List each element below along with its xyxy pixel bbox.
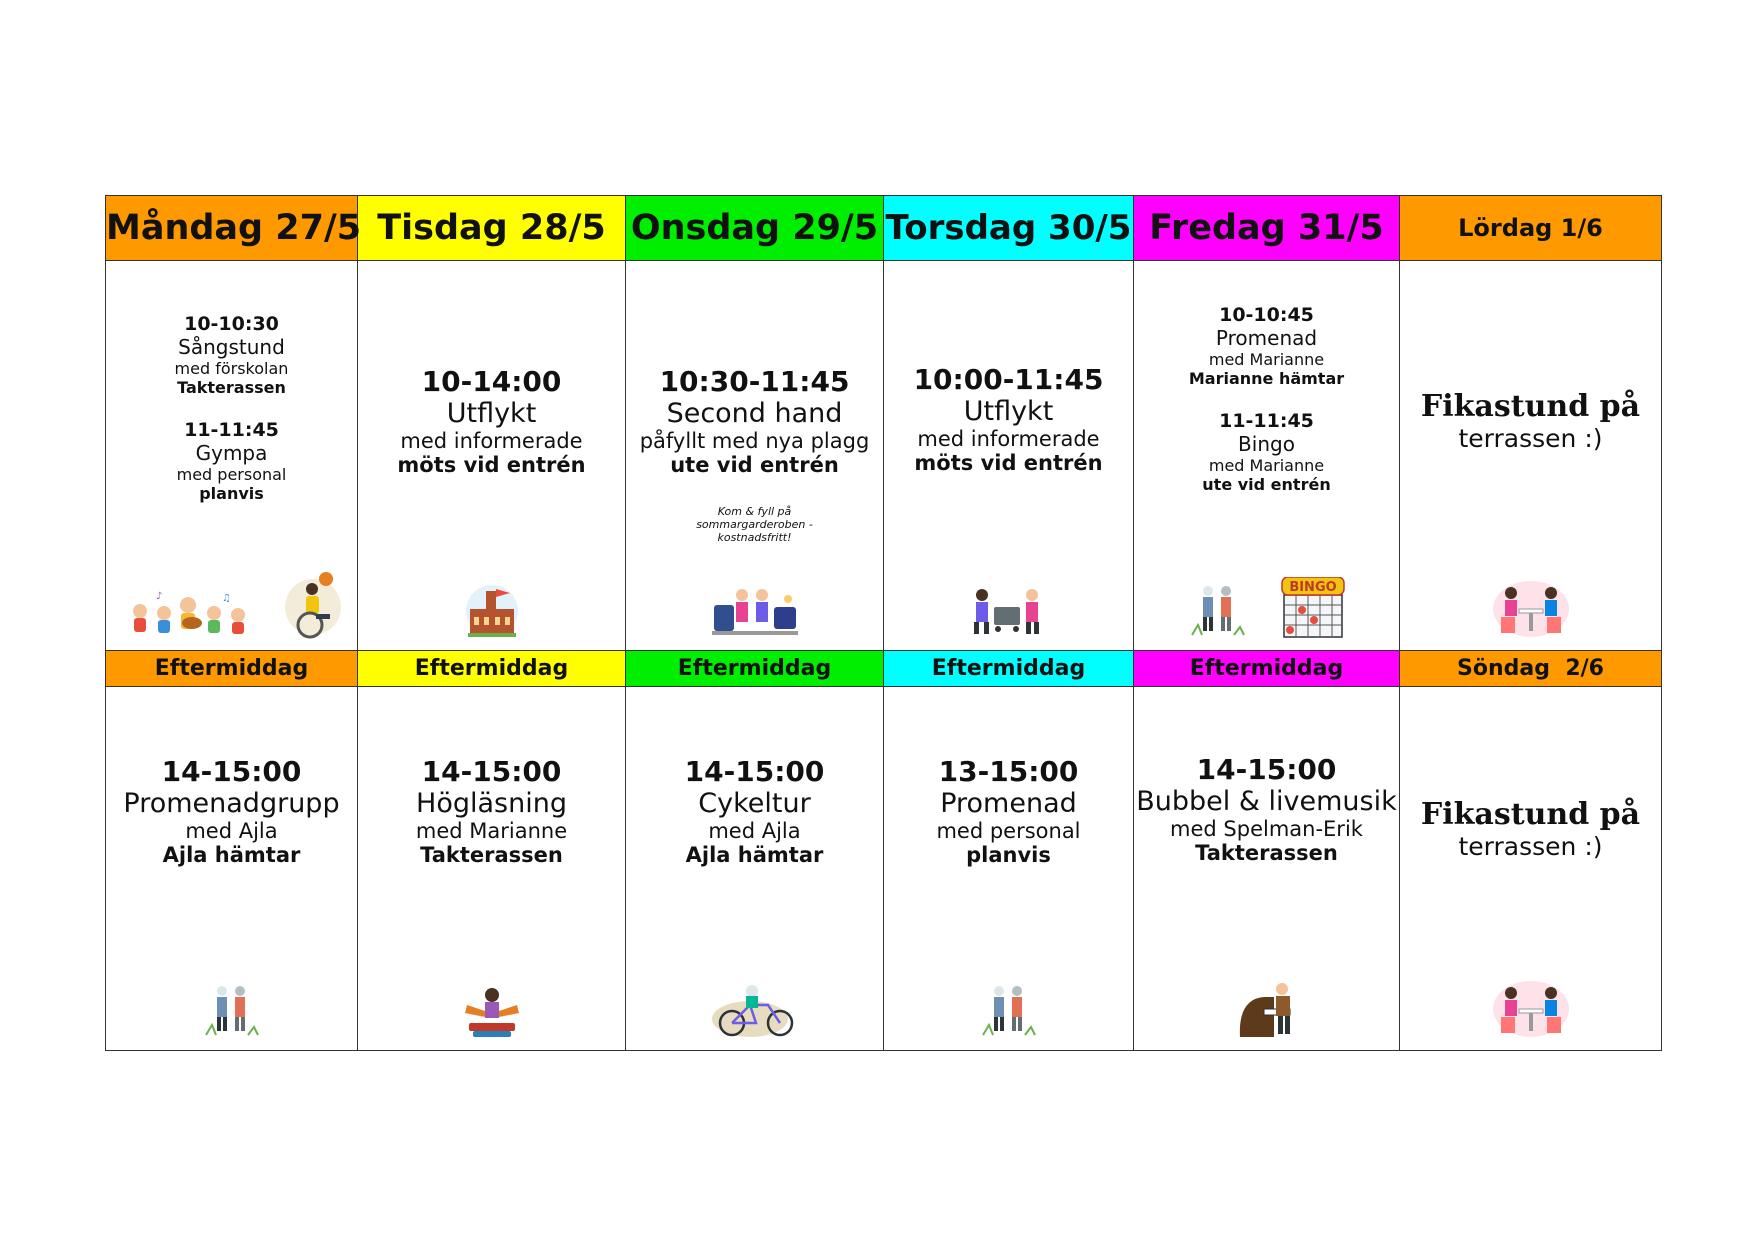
activity-host: med personal (936, 819, 1081, 844)
cell-wednesday-afternoon (626, 687, 884, 1051)
activity-time: 10:00-11:45 (913, 363, 1104, 397)
activity-host: med Ajla (185, 819, 278, 844)
activity-location: Takterassen (420, 843, 563, 868)
header-tuesday (358, 196, 626, 261)
activity-time: 14-15:00 (161, 755, 302, 789)
activity-time: 11-11:45 (1219, 410, 1314, 433)
period-label: Eftermiddag (1189, 656, 1344, 682)
activity-location: Ajla hämtar (685, 843, 824, 868)
activity-time: 14-15:00 (421, 755, 562, 789)
activity-host: med förskolan (174, 359, 289, 379)
activity-host: med Marianne (1208, 456, 1325, 476)
activity-host: med Ajla (708, 819, 801, 844)
cell-friday-afternoon (1134, 687, 1400, 1051)
subheader-wednesday (626, 651, 884, 687)
activity-time: 11-11:45 (184, 419, 279, 442)
day-label: Måndag 27/5 (106, 208, 362, 249)
header-wednesday (626, 196, 884, 261)
activity-host: med Spelman-Erik (1170, 817, 1363, 842)
day-label: Onsdag 29/5 (630, 208, 879, 249)
activity-title: Gympa (195, 441, 268, 466)
activity-location: Marianne hämtar (1188, 369, 1345, 389)
activity-time: 14-15:00 (684, 755, 825, 789)
shopping-icon (968, 585, 1050, 639)
activity-title: Promenad (1215, 326, 1318, 351)
activity-title: Sångstund (178, 335, 285, 360)
activity-location: planvis (199, 484, 264, 504)
day-label: Tisdag 28/5 (377, 208, 606, 249)
bingo-label: BINGO (1289, 580, 1337, 596)
walking-couple-icon (979, 981, 1039, 1039)
cell-thursday-morning (884, 261, 1134, 651)
activity-location: möts vid entrén (397, 453, 586, 478)
activity-location: terrassen :) (1458, 832, 1603, 862)
activity-time: 10:30-11:45 (659, 365, 850, 399)
cell-wednesday-morning (626, 261, 884, 651)
activity-title: Bingo (1238, 432, 1295, 457)
activity-host: påfyllt med nya plagg (639, 429, 870, 454)
activity-title: Cykeltur (698, 788, 811, 820)
activity-title: Fikastund på (1420, 389, 1641, 425)
activity-title: Fikastund på (1420, 797, 1641, 833)
activity-title: Promenad (940, 788, 1077, 820)
period-label: Eftermiddag (677, 656, 832, 682)
activity-time: 13-15:00 (938, 755, 1079, 789)
morning-row (106, 261, 1662, 651)
cell-monday-morning (106, 261, 358, 651)
svg-text:♪: ♪ (156, 591, 163, 603)
activity-host: med personal (176, 465, 287, 485)
activity-location: planvis (966, 843, 1051, 868)
bicycle-icon (710, 983, 800, 1039)
activity-location: terrassen :) (1458, 424, 1603, 454)
cell-tuesday-morning (358, 261, 626, 651)
cell-sunday (1400, 687, 1662, 1051)
cell-tuesday-afternoon (358, 687, 626, 1051)
activity-title: Utflykt (446, 398, 537, 430)
cell-saturday (1400, 261, 1662, 651)
activity-location: Takterassen (1195, 841, 1338, 866)
activity-location: ute vid entrén (670, 453, 839, 478)
wheelchair-ball-icon (282, 569, 344, 641)
subheader-thursday (884, 651, 1134, 687)
day-label: Söndag 2/6 (1457, 656, 1604, 682)
piano-player-icon (1234, 979, 1300, 1039)
period-label: Eftermiddag (414, 656, 569, 682)
afternoon-row (106, 687, 1662, 1051)
subheader-friday (1134, 651, 1400, 687)
activity-time: 14-15:00 (1196, 753, 1337, 787)
city-hall-icon (460, 581, 524, 639)
subheader-sunday (1400, 651, 1662, 687)
day-header-row (106, 196, 1662, 261)
header-saturday (1400, 196, 1662, 261)
cell-thursday-afternoon (884, 687, 1134, 1051)
activity-location: ute vid entrén (1202, 475, 1331, 495)
subheader-tuesday (358, 651, 626, 687)
period-label: Eftermiddag (931, 656, 1086, 682)
activity-host: med informerade (917, 427, 1100, 452)
header-monday (106, 196, 362, 261)
activity-title: Högläsning (416, 788, 567, 820)
activity-location: Ajla hämtar (162, 843, 301, 868)
activity-note: Kom & fyll på sommargarderoben - kostnadsfritt! (696, 505, 813, 545)
cell-monday-afternoon (106, 687, 358, 1051)
activity-title: Utflykt (963, 396, 1054, 428)
walking-couple-icon (202, 981, 262, 1039)
activity-host: med Marianne (1208, 350, 1325, 370)
activity-title: Bubbel & livemusik (1136, 786, 1397, 818)
period-label: Eftermiddag (154, 656, 309, 682)
header-friday (1134, 196, 1400, 261)
day-label: Lördag 1/6 (1458, 214, 1603, 243)
walking-couple-icon (1188, 581, 1248, 639)
subheader-monday (106, 651, 358, 687)
cell-friday-morning (1134, 261, 1400, 651)
coffee-table-icon (1491, 977, 1571, 1039)
afternoon-header-row (106, 651, 1662, 687)
day-label: Fredag 31/5 (1149, 208, 1384, 249)
clothes-shopping-icon (710, 585, 800, 639)
svg-text:♫: ♫ (222, 593, 231, 605)
activity-time: 10-14:00 (421, 365, 562, 399)
weekly-schedule (105, 195, 1662, 1051)
activity-title: Promenadgrupp (123, 788, 340, 820)
activity-time: 10-10:30 (184, 313, 279, 336)
activity-time: 10-10:45 (1219, 304, 1314, 327)
coffee-table-icon (1491, 577, 1571, 639)
header-thursday (884, 196, 1134, 261)
activity-title: Second hand (666, 398, 843, 430)
activity-host: med Marianne (415, 819, 568, 844)
activity-host: med informerade (400, 429, 583, 454)
activity-location: möts vid entrén (914, 451, 1103, 476)
reading-books-icon (459, 983, 525, 1039)
activity-location: Takterassen (177, 378, 286, 398)
singing-children-icon (126, 589, 266, 641)
day-label: Torsdag 30/5 (885, 208, 1132, 249)
bingo-card-icon (1278, 577, 1348, 639)
